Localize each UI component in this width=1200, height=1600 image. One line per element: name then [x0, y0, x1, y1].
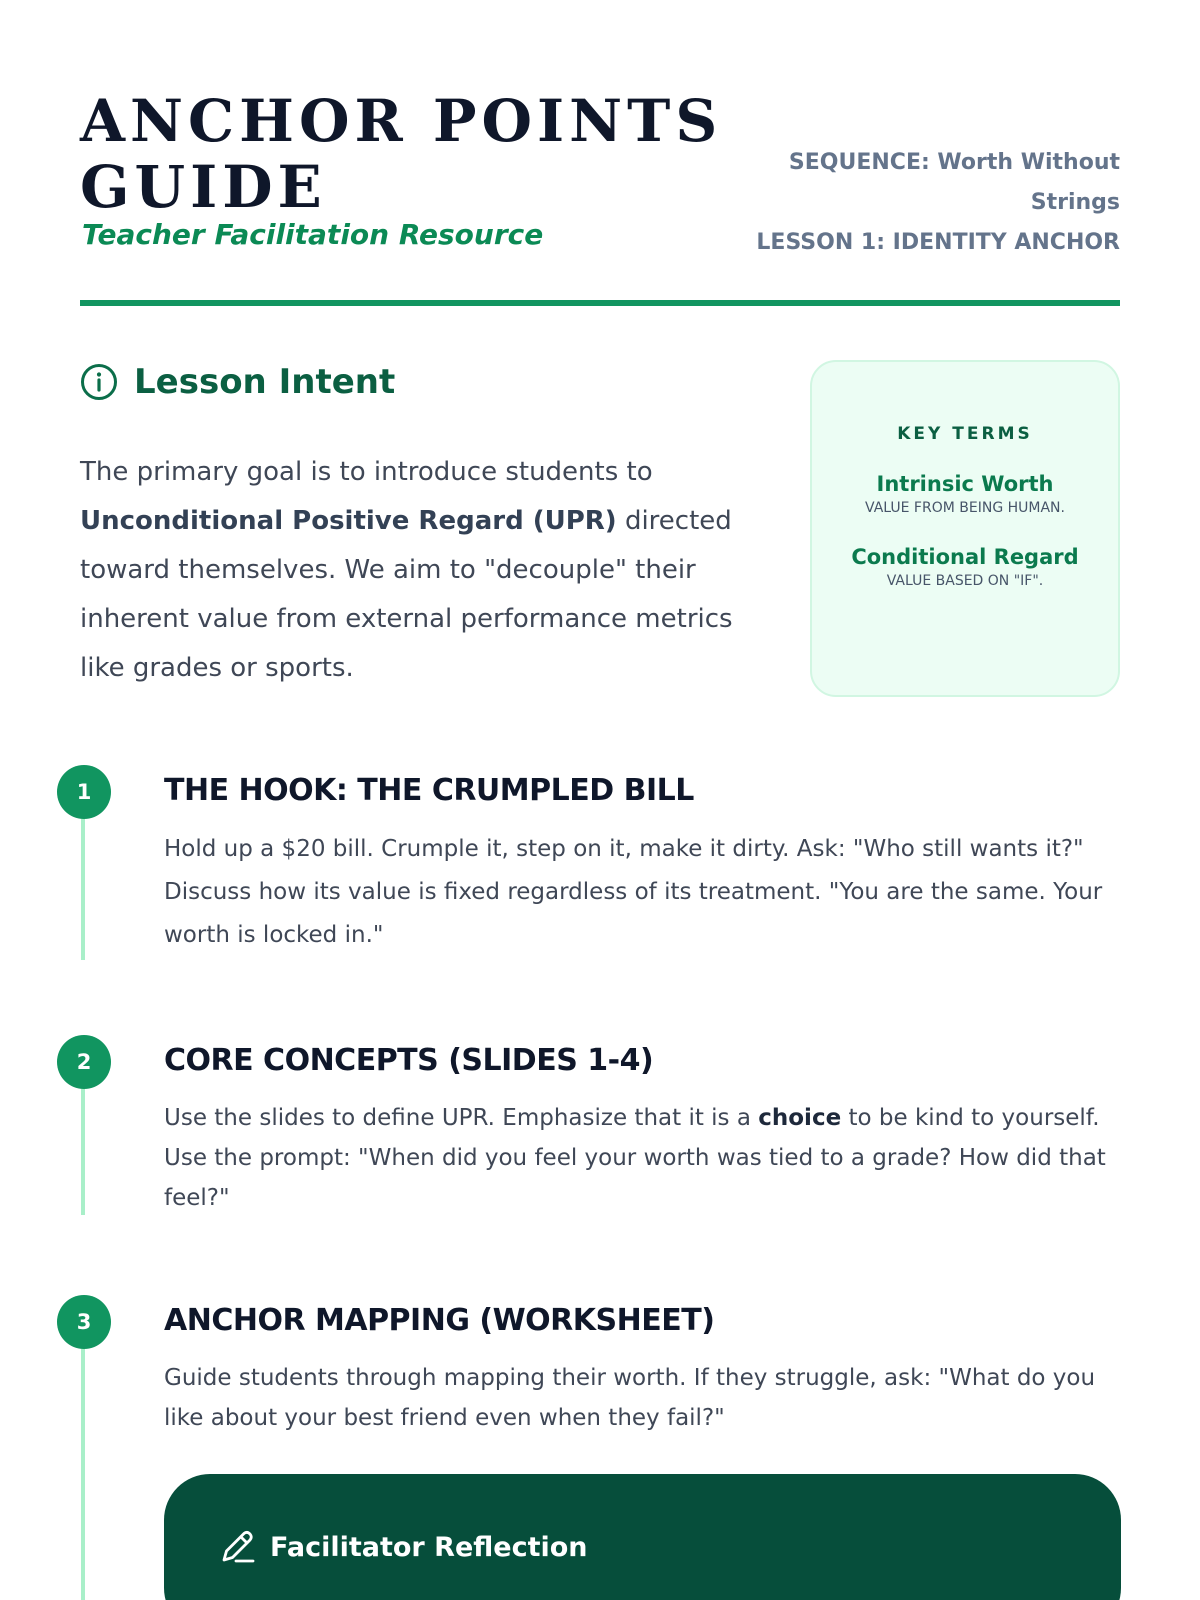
lesson-intent-heading: [80, 360, 760, 404]
reflection-heading: [218, 1528, 588, 1566]
lesson-label: LESSON 1: IDENTITY ANCHOR: [756, 230, 1120, 255]
step-1: [57, 765, 1122, 960]
lesson-meta: [740, 143, 1120, 263]
step-text-emphasis: choice: [758, 1105, 842, 1131]
sequence-line-2: Strings: [1030, 190, 1120, 215]
lesson-intent-title: Lesson Intent: [134, 362, 396, 402]
timeline-line: [81, 819, 85, 960]
info-circle-icon: [80, 363, 118, 401]
step-title: CORE CONCEPTS (SLIDES 1-4): [164, 1043, 654, 1078]
term-definition: VALUE BASED ON "IF".: [886, 573, 1044, 589]
lesson-intent-section: [80, 360, 760, 693]
key-terms-card: [810, 360, 1120, 697]
term-name: Conditional Regard: [851, 545, 1079, 569]
sequence-line-1: SEQUENCE: Worth Without: [788, 150, 1120, 175]
term-definition: VALUE FROM BEING HUMAN.: [865, 500, 1065, 516]
term-name: Intrinsic Worth: [876, 472, 1054, 496]
step-text: [164, 1098, 1124, 1218]
intent-text-emphasis: Unconditional Positive Regard (UPR): [80, 506, 617, 536]
step-2: [57, 1035, 1122, 1215]
intent-text-start: The primary goal is to introduce students to: [80, 457, 653, 487]
step-number-badge: 3: [57, 1295, 111, 1349]
timeline-line: [81, 1089, 85, 1215]
reflection-title: Facilitator Reflection: [270, 1531, 588, 1563]
step-text: Guide students through mapping their worth. If they struggle, ask: "What do you like about your best friend even when they fail?": [164, 1365, 1096, 1431]
lesson-intent-text: [80, 448, 760, 693]
title-line-1: ANCHOR POINTS: [80, 87, 723, 155]
document-subtitle: Teacher Facilitation Resource: [82, 218, 544, 251]
title-line-2: GUIDE: [80, 153, 327, 221]
header-divider: [80, 300, 1120, 306]
key-terms-label: KEY TERMS: [897, 424, 1033, 444]
step-title: THE HOOK: THE CRUMPLED BILL: [164, 773, 694, 808]
document-header: [80, 88, 1120, 308]
step-number-badge: 2: [57, 1035, 111, 1089]
step-text-start: Use the slides to define UPR. Emphasize that it is a: [164, 1105, 759, 1131]
step-title: ANCHOR MAPPING (WORKSHEET): [164, 1303, 715, 1338]
step-text-end: to be kind to yourself. Use the prompt: "When did you feel your worth was tied to a grade? How did that feel?": [164, 1105, 1106, 1211]
step-text: Hold up a $20 bill. Crumple it, step on it, make it dirty. Ask: "Who still wants it?" Discuss how its value is fixed regardless of its treatment. "You are the same. Your worth is locked in.": [164, 836, 1103, 948]
step-number-badge: 1: [57, 765, 111, 819]
timeline-line: [81, 1349, 85, 1600]
facilitator-reflection-card: [164, 1474, 1121, 1600]
intent-text-end: directed toward themselves. We aim to "decouple" their inherent value from external performance metrics like grades or sports.: [80, 506, 733, 683]
pen-icon: [218, 1528, 256, 1566]
